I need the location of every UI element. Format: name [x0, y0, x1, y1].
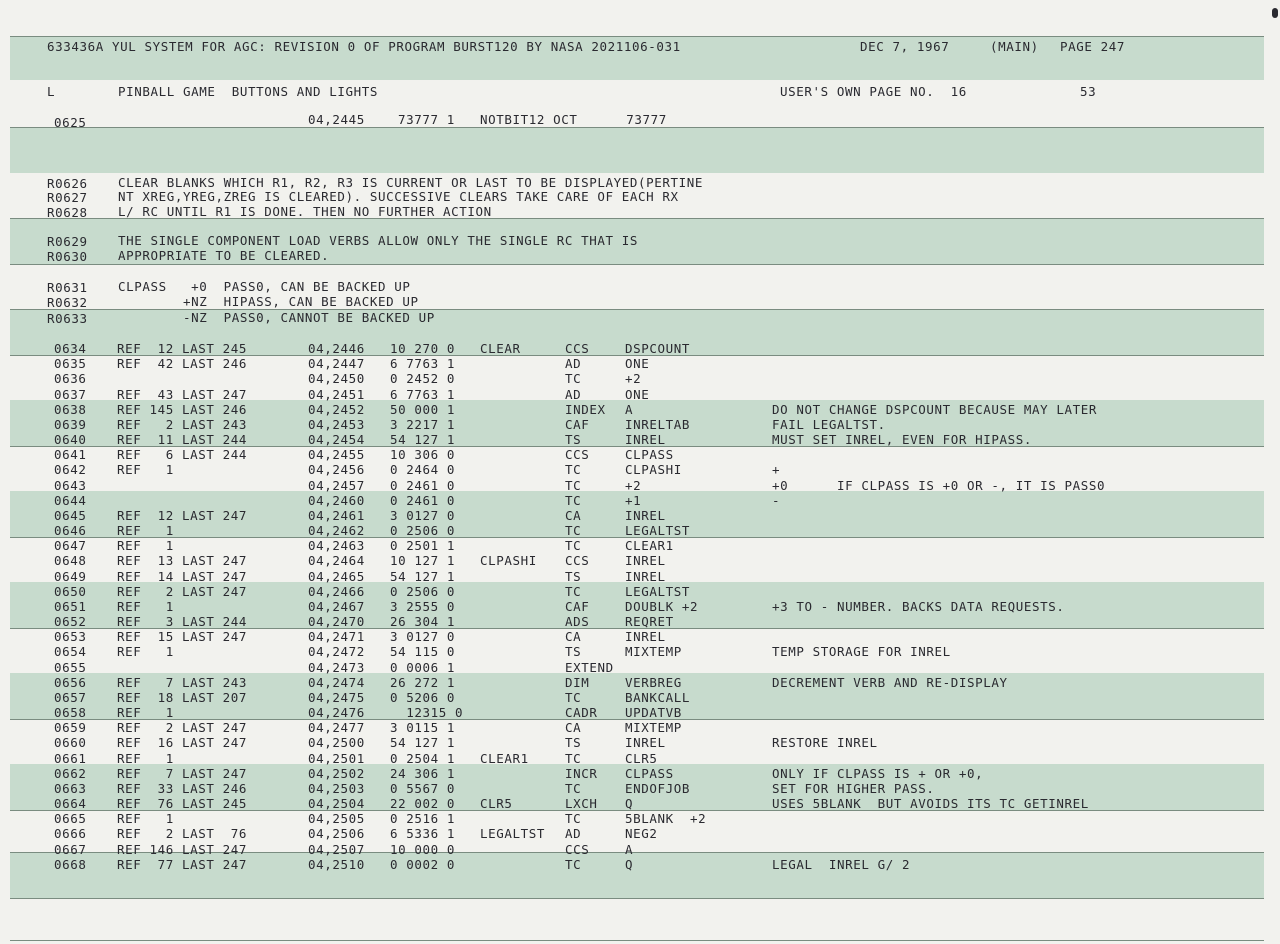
remark-number: R0629 — [47, 234, 88, 249]
line-opcode: AD — [565, 386, 582, 402]
line-ref: REF 7 LAST 243 — [117, 674, 248, 690]
line-number: 0647 — [54, 538, 87, 554]
remark-text: NT XREG,YREG,ZREG IS CLEARED). SUCCESSIVE CLEARS TAKE CARE OF EACH RX — [118, 189, 679, 204]
line-address: 04,2447 — [308, 356, 365, 372]
line-comment: - — [772, 492, 781, 508]
line-number: 0659 — [54, 720, 87, 736]
line-label: LEGALTST — [480, 826, 546, 842]
line-word: 0 2461 0 — [390, 492, 456, 508]
line-opcode: TC — [565, 689, 582, 705]
rule — [10, 127, 1264, 128]
line-ref: REF 146 LAST 247 — [117, 841, 248, 857]
line-word: 6 5336 1 — [390, 826, 456, 842]
line-word: 3 2217 1 — [390, 416, 456, 432]
line-word: 0 2464 0 — [390, 462, 456, 478]
line-address: 04,2463 — [308, 538, 365, 554]
line-address: 04,2474 — [308, 674, 365, 690]
line-number: 0653 — [54, 629, 87, 645]
line-ref: REF 12 LAST 247 — [117, 507, 248, 523]
line-word: 0 5567 0 — [390, 780, 456, 796]
line-number: 0655 — [54, 659, 87, 675]
line-ref: REF 1 — [117, 462, 174, 478]
remark-number: R0626 — [47, 176, 88, 191]
line-address: 04,2471 — [308, 629, 365, 645]
line-opcode: TC — [565, 462, 582, 478]
line-address: 04,2456 — [308, 462, 365, 478]
line-address: 04,2460 — [308, 492, 365, 508]
line-word: 0 2504 1 — [390, 750, 456, 766]
line-word: 0 2516 1 — [390, 811, 456, 827]
line-operand: MIXTEMP — [625, 644, 682, 660]
line-opcode: CCS — [565, 553, 590, 569]
line-address: 04,2473 — [308, 659, 365, 675]
line-operand: CLR5 — [625, 750, 658, 766]
line-word: 73777 1 — [398, 112, 455, 127]
line-operand: INREL — [625, 432, 666, 448]
line-number: 0665 — [54, 811, 87, 827]
line-opcode: CA — [565, 629, 582, 645]
line-address: 04,2472 — [308, 644, 365, 660]
line-number: 0648 — [54, 553, 87, 569]
line-number: 0637 — [54, 386, 87, 402]
line-ref: REF 76 LAST 245 — [117, 796, 248, 812]
section-code: 53 — [1080, 84, 1097, 99]
line-word: 54 115 0 — [390, 644, 456, 660]
line-opcode: CA — [565, 720, 582, 736]
line-number: 0635 — [54, 356, 87, 372]
line-operand: LEGALTST — [625, 583, 691, 599]
line-opcode: AD — [565, 356, 582, 372]
line-ref: REF 2 LAST 76 — [117, 826, 248, 842]
line-opcode: INDEX — [565, 401, 606, 417]
line-operand: INREL — [625, 568, 666, 584]
line-operand: Q — [625, 856, 634, 872]
line-number: 0634 — [54, 341, 87, 356]
line-ref: REF 1 — [117, 538, 174, 554]
line-address: 04,2475 — [308, 689, 365, 705]
line-opcode: EXTEND — [565, 659, 614, 675]
line-ref: REF 1 — [117, 750, 174, 766]
listing-title: 633436A YUL SYSTEM FOR AGC: REVISION 0 OF PROGRAM BURST120 BY NASA 2021106-031 — [47, 39, 681, 54]
line-address: 04,2510 — [308, 856, 365, 872]
line-address: 04,2457 — [308, 477, 365, 493]
line-address: 04,2501 — [308, 750, 365, 766]
line-ref: REF 11 LAST 244 — [117, 432, 248, 448]
line-word: 0 0002 0 — [390, 856, 456, 872]
line-opcode: CCS — [565, 341, 590, 356]
remark-text: -NZ PASS0, CANNOT BE BACKED UP — [118, 310, 435, 325]
line-number: 0642 — [54, 462, 87, 478]
line-opcode: TC — [565, 811, 582, 827]
line-word: 0 2461 0 — [390, 477, 456, 493]
line-word: 26 272 1 — [390, 674, 456, 690]
line-word: 50 000 1 — [390, 401, 456, 417]
line-opcode: TC — [565, 583, 582, 599]
line-opcode: TC — [565, 477, 582, 493]
line-ref: REF 13 LAST 247 — [117, 553, 248, 569]
rule — [10, 940, 1264, 941]
punch-mark — [1272, 8, 1278, 18]
line-operand: A — [625, 841, 634, 857]
line-comment: USES 5BLANK BUT AVOIDS ITS TC GETINREL — [772, 796, 1089, 812]
line-ref: REF 2 LAST 247 — [117, 720, 248, 736]
line-comment: FAIL LEGALTST. — [772, 416, 886, 432]
line-operand: DOUBLK +2 — [625, 598, 699, 614]
line-word: 0 2452 0 — [390, 371, 456, 387]
line-word: 54 127 1 — [390, 735, 456, 751]
line-address: 04,2450 — [308, 371, 365, 387]
rule — [10, 264, 1264, 265]
remark-number: R0632 — [47, 295, 88, 310]
line-word: 10 270 0 — [390, 341, 456, 356]
line-ref: REF 3 LAST 244 — [117, 614, 248, 630]
line-number: 0661 — [54, 750, 87, 766]
line-address: 04,2451 — [308, 386, 365, 402]
page-number: PAGE 247 — [1060, 39, 1126, 54]
line-operand: LEGALTST — [625, 523, 691, 539]
line-ref: REF 7 LAST 247 — [117, 765, 248, 781]
line-number: 0667 — [54, 841, 87, 857]
line-address: 04,2502 — [308, 765, 365, 781]
line-address: 04,2470 — [308, 614, 365, 630]
band-1 — [10, 127, 1264, 173]
line-opcode: CAF — [565, 416, 590, 432]
line-address: 04,2476 — [308, 705, 365, 721]
line-opcode: TS — [565, 735, 582, 751]
line-word: 22 002 0 — [390, 796, 456, 812]
line-operand: 5BLANK +2 — [625, 811, 707, 827]
line-operand: ONE — [625, 356, 650, 372]
line-opcode: TC — [565, 371, 582, 387]
line-operand: DSPCOUNT — [625, 341, 691, 356]
line-ref: REF 15 LAST 247 — [117, 629, 248, 645]
line-address: 04,2454 — [308, 432, 365, 448]
line-comment: + — [772, 462, 781, 478]
line-opcode: TS — [565, 432, 582, 448]
line-address: 04,2507 — [308, 841, 365, 857]
line-word: 0 5206 0 — [390, 689, 456, 705]
line-opcode: TC — [565, 538, 582, 554]
listing-marker: L — [47, 84, 56, 99]
line-operand: INREL — [625, 629, 666, 645]
line-number: 0664 — [54, 796, 87, 812]
line-address: 04,2453 — [308, 416, 365, 432]
line-operand: VERBREG — [625, 674, 682, 690]
line-word: 10 306 0 — [390, 447, 456, 463]
remark-number: R0631 — [47, 280, 88, 295]
line-operand: INREL — [625, 553, 666, 569]
line-operand: ENDOFJOB — [625, 780, 691, 796]
line-address: 04,2466 — [308, 583, 365, 599]
line-comment: RESTORE INREL — [772, 735, 878, 751]
remark-text: +NZ HIPASS, CAN BE BACKED UP — [118, 294, 419, 309]
line-opcode: CCS — [565, 447, 590, 463]
line-opcode: INCR — [565, 765, 598, 781]
line-address: 04,2500 — [308, 735, 365, 751]
line-word: 3 0127 0 — [390, 507, 456, 523]
rule — [10, 898, 1264, 899]
line-ref: REF 33 LAST 246 — [117, 780, 248, 796]
listing-date: DEC 7, 1967 — [860, 39, 950, 54]
line-comment: DECREMENT VERB AND RE-DISPLAY — [772, 674, 1008, 690]
users-page: USER'S OWN PAGE NO. 16 — [780, 84, 967, 99]
line-ref: REF 12 LAST 245 — [117, 341, 248, 356]
line-ref: REF 1 — [117, 811, 174, 827]
line-word: 54 127 1 — [390, 432, 456, 448]
line-word: 10 127 1 — [390, 553, 456, 569]
line-word: 10 000 0 — [390, 841, 456, 857]
line-ref: REF 2 LAST 247 — [117, 583, 248, 599]
line-comment: MUST SET INREL, EVEN FOR HIPASS. — [772, 432, 1033, 448]
line-word: 3 2555 0 — [390, 598, 456, 614]
line-comment: ONLY IF CLPASS IS + OR +0, — [772, 765, 984, 781]
line-number: 0644 — [54, 492, 87, 508]
remark-number: R0628 — [47, 205, 88, 220]
line-operand: CLPASHI — [625, 462, 682, 478]
line-address: 04,2506 — [308, 826, 365, 842]
line-ref: REF 1 — [117, 523, 174, 539]
line-comment: +3 TO - NUMBER. BACKS DATA REQUESTS. — [772, 598, 1065, 614]
line-word: 6 7763 1 — [390, 386, 456, 402]
line-number: 0654 — [54, 644, 87, 660]
line-number: 0666 — [54, 826, 87, 842]
line-ref: REF 43 LAST 247 — [117, 386, 248, 402]
line-operand: INREL — [625, 507, 666, 523]
line-word: 0 2506 0 — [390, 583, 456, 599]
line-operand: INRELTAB — [625, 416, 691, 432]
line-comment: +0 IF CLPASS IS +0 OR -, IT IS PASS0 — [772, 477, 1106, 493]
line-word: 0 0006 1 — [390, 659, 456, 675]
line-operand: +2 — [625, 371, 642, 387]
line-address: 04,2452 — [308, 401, 365, 417]
remark-text: THE SINGLE COMPONENT LOAD VERBS ALLOW ONLY THE SINGLE RC THAT IS — [118, 233, 639, 248]
line-operand: ONE — [625, 386, 650, 402]
line-number: 0639 — [54, 416, 87, 432]
line-operand: REQRET — [625, 614, 674, 630]
line-ref: REF 42 LAST 246 — [117, 356, 248, 372]
line-label: CLEAR1 — [480, 750, 529, 766]
line-operand: INREL — [625, 735, 666, 751]
line-comment: SET FOR HIGHER PASS. — [772, 780, 935, 796]
line-operand: +1 — [625, 492, 642, 508]
remark-text: CLPASS +0 PASS0, CAN BE BACKED UP — [118, 279, 411, 294]
line-operand: BANKCALL — [625, 689, 691, 705]
remark-number: R0630 — [47, 249, 88, 264]
line-number: 0638 — [54, 401, 87, 417]
listing-tag: (MAIN) — [990, 39, 1039, 54]
remark-number: R0633 — [47, 311, 88, 326]
line-ref: REF 1 — [117, 644, 174, 660]
line-number: 0657 — [54, 689, 87, 705]
line-address: 04,2462 — [308, 523, 365, 539]
line-ref: REF 145 LAST 246 — [117, 401, 248, 417]
line-address: 04,2461 — [308, 507, 365, 523]
line-ref: REF 2 LAST 243 — [117, 416, 248, 432]
line-operand: CLPASS — [625, 765, 674, 781]
line-word: 0 2506 0 — [390, 523, 456, 539]
line-number: 0651 — [54, 598, 87, 614]
line-opcode: LXCH — [565, 796, 598, 812]
line-ref: REF 1 — [117, 705, 174, 721]
line-operand: +2 — [625, 477, 642, 493]
line-opcode: TS — [565, 644, 582, 660]
remark-number: R0627 — [47, 190, 88, 205]
line-address: 04,2505 — [308, 811, 365, 827]
line-opcode: DIM — [565, 674, 590, 690]
line-address: 04,2477 — [308, 720, 365, 736]
line-address: 04,2445 — [308, 112, 365, 127]
line-ref: REF 18 LAST 207 — [117, 689, 248, 705]
line-label: CLPASHI — [480, 553, 537, 569]
line-number: 0656 — [54, 674, 87, 690]
line-operand: Q — [625, 796, 634, 812]
line-label: CLEAR — [480, 341, 521, 356]
line-comment: TEMP STORAGE FOR INREL — [772, 644, 951, 660]
remark-text: APPROPRIATE TO BE CLEARED. — [118, 248, 330, 263]
line-address: 04,2465 — [308, 568, 365, 584]
line-operand: CLPASS — [625, 447, 674, 463]
line-operand: NEG2 — [625, 826, 658, 842]
line-opcode: ADS — [565, 614, 590, 630]
line-number: 0646 — [54, 523, 87, 539]
line-address: 04,2467 — [308, 598, 365, 614]
section-title: PINBALL GAME BUTTONS AND LIGHTS — [118, 84, 379, 99]
line-number: 0636 — [54, 371, 87, 387]
line-ref: REF 77 LAST 247 — [117, 856, 248, 872]
line-label: CLR5 — [480, 796, 513, 812]
line-ref: REF 6 LAST 244 — [117, 447, 248, 463]
line-number: 0645 — [54, 507, 87, 523]
line-word: 0 2501 1 — [390, 538, 456, 554]
line-operand: MIXTEMP — [625, 720, 682, 736]
line-ref: REF 14 LAST 247 — [117, 568, 248, 584]
line-address: 04,2504 — [308, 796, 365, 812]
line-opcode: CAF — [565, 598, 590, 614]
line-number: 0658 — [54, 705, 87, 721]
line-address: 04,2464 — [308, 553, 365, 569]
line-number: 0650 — [54, 583, 87, 599]
line-word: 3 0115 1 — [390, 720, 456, 736]
remark-text: L/ RC UNTIL R1 IS DONE. THEN NO FURTHER ACTION — [118, 204, 492, 219]
line-text: NOTBIT12 OCT 73777 — [480, 112, 667, 127]
line-opcode: TC — [565, 856, 582, 872]
line-number: 0643 — [54, 477, 87, 493]
line-word: 24 306 1 — [390, 765, 456, 781]
line-ref: REF 1 — [117, 598, 174, 614]
line-number: 0660 — [54, 735, 87, 751]
line-word: 6 7763 1 — [390, 356, 456, 372]
remark-text: CLEAR BLANKS WHICH R1, R2, R3 IS CURRENT OR LAST TO BE DISPLAYED(PERTINE — [118, 175, 704, 190]
rule — [10, 36, 1264, 37]
line-operand: UPDATVB — [625, 705, 682, 721]
line-comment: DO NOT CHANGE DSPCOUNT BECAUSE MAY LATER — [772, 401, 1098, 417]
line-address: 04,2503 — [308, 780, 365, 796]
line-opcode: TC — [565, 523, 582, 539]
line-number: 0663 — [54, 780, 87, 796]
line-opcode: CCS — [565, 841, 590, 857]
line-address: 04,2446 — [308, 341, 365, 356]
line-opcode: CADR — [565, 705, 598, 721]
line-number: 0662 — [54, 765, 87, 781]
line-word: 3 0127 0 — [390, 629, 456, 645]
line-opcode: TC — [565, 780, 582, 796]
line-word: 54 127 1 — [390, 568, 456, 584]
line-number: 0641 — [54, 447, 87, 463]
line-number: 0668 — [54, 856, 87, 872]
line-opcode: TC — [565, 492, 582, 508]
line-operand: A — [625, 401, 634, 417]
line-opcode: TS — [565, 568, 582, 584]
line-number: 0652 — [54, 614, 87, 630]
line-number: 0649 — [54, 568, 87, 584]
line-operand: CLEAR1 — [625, 538, 674, 554]
line-address: 04,2455 — [308, 447, 365, 463]
line-comment: LEGAL INREL G/ 2 — [772, 856, 911, 872]
line-opcode: AD — [565, 826, 582, 842]
line-word: 12315 0 — [390, 705, 464, 721]
line-ref: REF 16 LAST 247 — [117, 735, 248, 751]
line-word: 26 304 1 — [390, 614, 456, 630]
line-number: 0640 — [54, 432, 87, 448]
line-opcode: TC — [565, 750, 582, 766]
line-number: 0625 — [54, 115, 87, 130]
line-opcode: CA — [565, 507, 582, 523]
